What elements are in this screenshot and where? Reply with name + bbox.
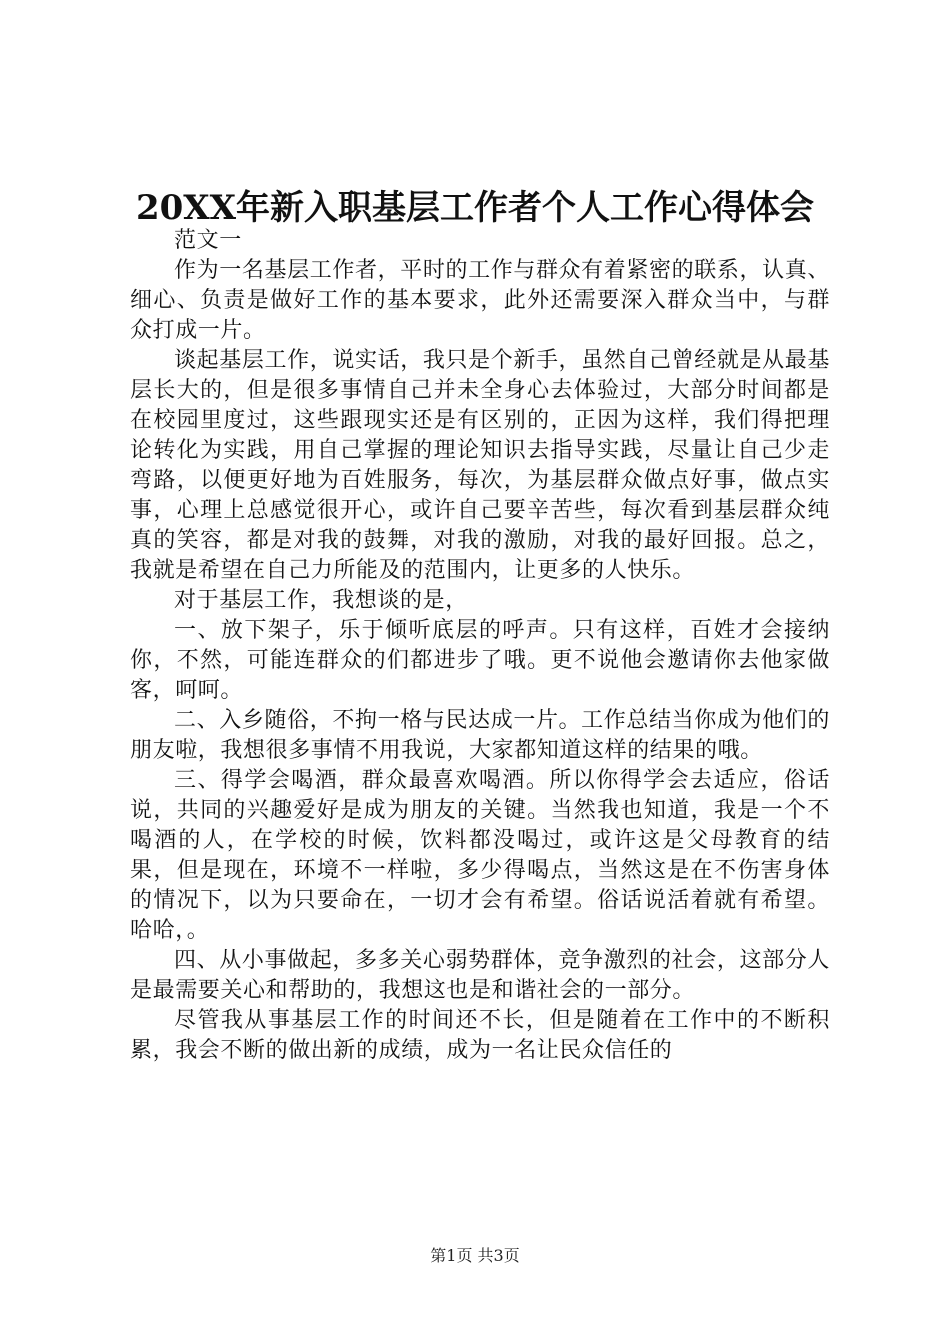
paragraph: 三、得学会喝酒，群众最喜欢喝酒。所以你得学会去适应，俗话说，共同的兴趣爱好是成为朋友的关键。当然我也知道，我是一个不喝酒的人，在学校的时候，饮料都没喝过，或许这是父母教育的结果，但是现在，环境不一样啦，多少得喝点，当然这是在不伤害身体的情况下，以为只要命在，一切才会有希望。俗话说活着就有希望。哈哈，。	[130, 768, 830, 943]
paragraph: 谈起基层工作，说实话，我只是个新手，虽然自己曾经就是从最基层长大的，但是很多事情自己并未全身心去体验过，大部分时间都是在校园里度过，这些跟现实还是有区别的，正因为这样，我们得把理论转化为实践，用自己掌握的理论知识去指导实践，尽量让自己少走弯路，以便更好地为百姓服务，每次，为基层群众做点好事，做点实事，心理上总感觉很开心，或许自己要辛苦些，每次看到基层群众纯真的笑容，都是对我的鼓舞，对我的激励，对我的最好回报。总之，我就是希望在自己力所能及的范围内，让更多的人快乐。	[130, 348, 830, 583]
page-footer: 第1页 共3页	[430, 1246, 520, 1265]
document-title: 20XX年新入职基层工作者个人工作心得体会	[135, 188, 815, 228]
paragraph: 四、从小事做起，多多关心弱势群体，竞争激烈的社会，这部分人是最需要关心和帮助的，我想这也是和谐社会的一部分。	[130, 948, 830, 1003]
paragraph: 二、入乡随俗，不拘一格与民达成一片。工作总结当你成为他们的朋友啦，我想很多事情不用我说，大家都知道这样的结果的哦。	[130, 708, 830, 763]
paragraph-heading: 范文一	[174, 228, 242, 253]
paragraph: 作为一名基层工作者，平时的工作与群众有着紧密的联系，认真、细心、负责是做好工作的基本要求，此外还需要深入群众当中，与群众打成一片。	[130, 258, 830, 343]
paragraph: 一、放下架子，乐于倾听底层的呼声。只有这样，百姓才会接纳你，不然，可能连群众的们都进步了哦。更不说他会邀请你去他家做客，呵呵。	[130, 618, 830, 703]
document-body	[130, 226, 830, 1066]
paragraph: 尽管我从事基层工作的时间还不长，但是随着在工作中的不断积累，我会不断的做出新的成绩，成为一名让民众信任的	[130, 1008, 830, 1063]
paragraph: 对于基层工作，我想谈的是，	[174, 588, 468, 613]
